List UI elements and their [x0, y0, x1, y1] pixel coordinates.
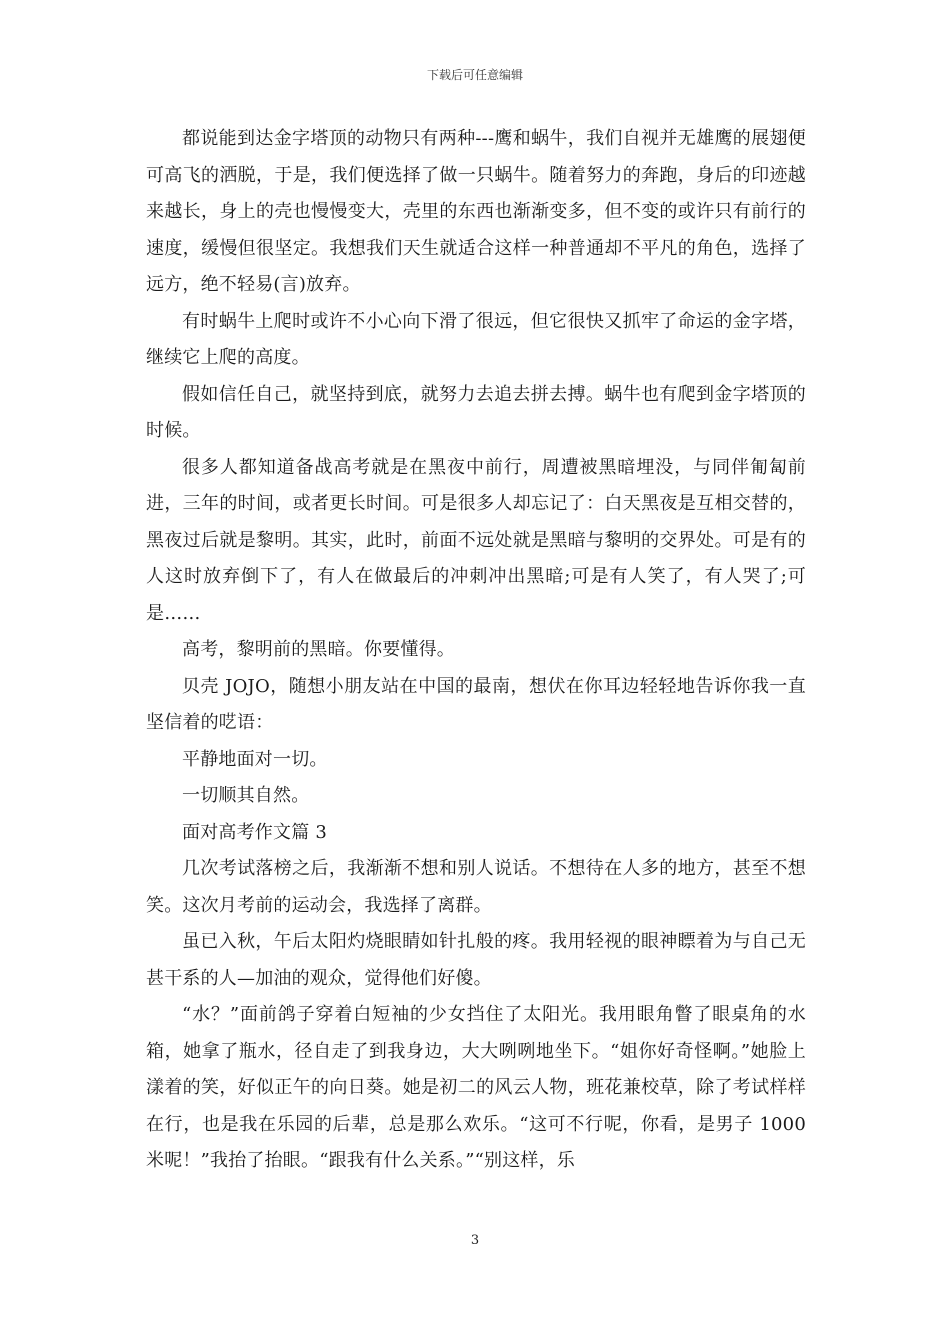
- paragraph: 一切顺其自然。: [182, 785, 310, 806]
- section-heading: 面对高考作文篇 3: [182, 821, 327, 843]
- paragraph: 假如信任自己，就坚持到底，就努力去追去拼去搏。蜗牛也有爬到金字塔顶的时候。: [146, 383, 806, 441]
- paragraph: 几次考试落榜之后，我渐渐不想和别人说话。不想待在人多的地方，甚至不想笑。这次月考前的运动会，我选择了离群。: [146, 858, 806, 916]
- paragraph: 贝壳 JOJO，随想小朋友站在中国的最南，想伏在你耳边轻轻地告诉你我一直坚信着的呓语：: [146, 675, 806, 733]
- page-number: 3: [470, 1233, 480, 1248]
- paragraph: 很多人都知道备战高考就是在黑夜中前行，周遭被黑暗埋没，与同伴匍匐前进，三年的时间，或者更长时间。可是很多人却忘记了：白天黑夜是互相交替的，黑夜过后就是黎明。其实，此时，前面不远处就是黑暗与黎明的交界处。可是有的人这时放弃倒下了，有人在做最后的冲刺冲出黑暗;可是有人笑了，有人哭了;可是……: [146, 456, 806, 624]
- paragraph: 平静地面对一切。: [182, 748, 328, 770]
- paragraph: 有时蜗牛上爬时或许不小心向下滑了很远，但它很快又抓牢了命运的金字塔，继续它上爬的高度。: [146, 310, 806, 368]
- document-body: [146, 121, 806, 1180]
- paragraph: “水？”面前鸽子穿着白短袖的少女挡住了太阳光。我用眼角瞥了眼桌角的水箱，她拿了瓶水，径自走了到我身边，大大咧咧地坐下。“姐你好奇怪啊。”她脸上漾着的笑，好似正午的向日葵。她是初二的风云人物，班花兼校草，除了考试样样在行，也是我在乐园的后辈，总是那么欢乐。“这可不行呢，你看，是男子 1000 米呢！”我抬了抬眼。“跟我有什么关系。”“别这样，乐: [146, 1004, 806, 1171]
- paragraph: 虽已入秋，午后太阳灼烧眼睛如针扎般的疼。我用轻视的眼神瞟着为与自己无甚干系的人—加油的观众，觉得他们好傻。: [146, 931, 806, 989]
- page-header: 下载后可任意编辑: [426, 68, 523, 82]
- paragraph: 都说能到达金字塔顶的动物只有两种---鹰和蜗牛，我们自视并无雄鹰的展翅便可高飞的洒脱，于是，我们便选择了做一只蜗牛。随着努力的奔跑，身后的印迹越来越长，身上的壳也慢慢变大，壳里的东西也渐渐变多，但不变的或许只有前行的速度，缓慢但很坚定。我想我们天生就适合这样一种普通却不平凡的角色，选择了远方，绝不轻易(言)放弃。: [146, 128, 806, 295]
- paragraph: 高考，黎明前的黑暗。你要懂得。: [182, 639, 455, 660]
